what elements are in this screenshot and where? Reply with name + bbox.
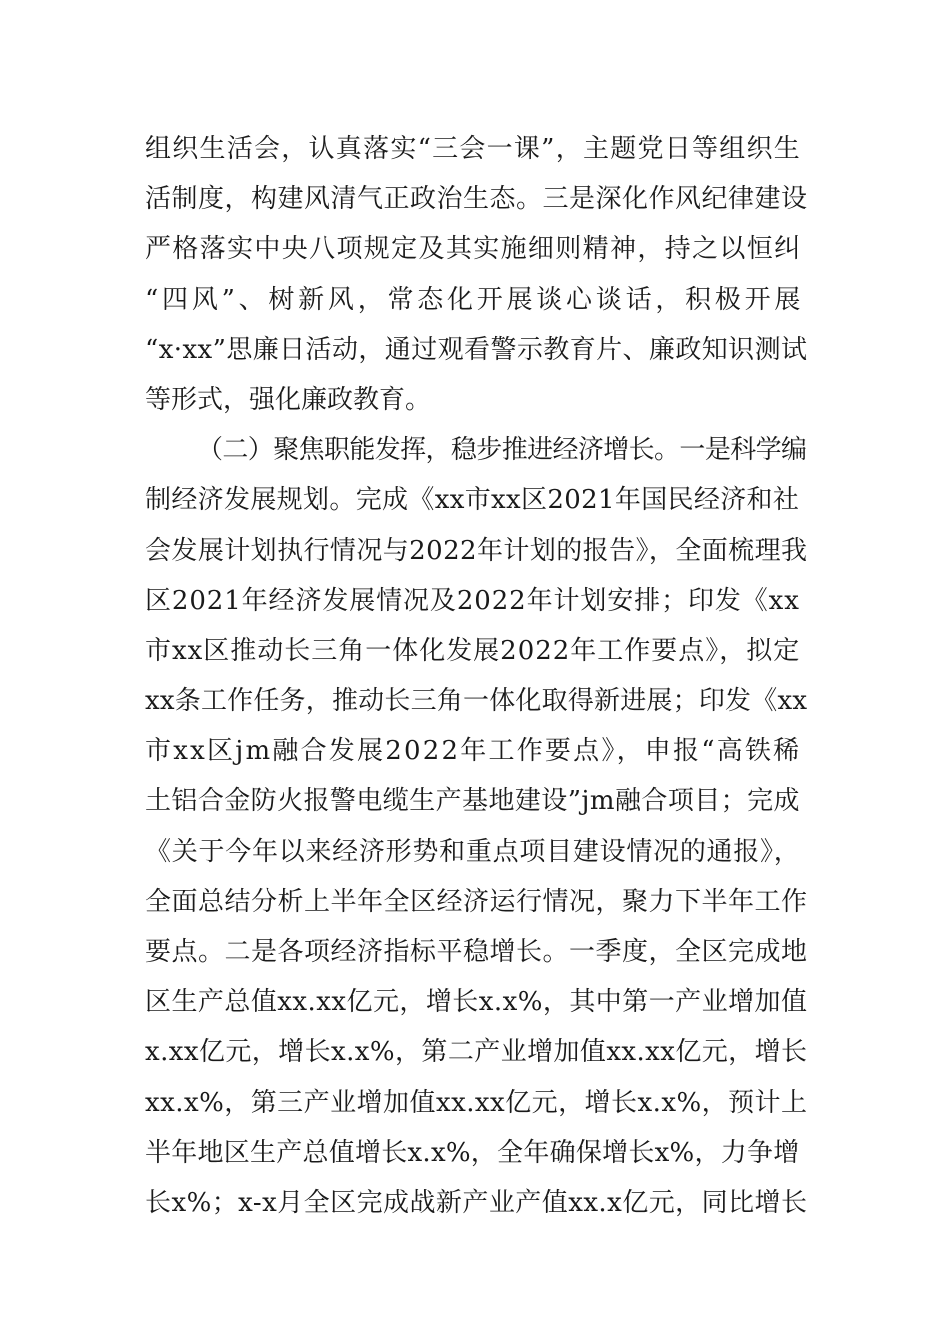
text-line-content: xx.x%，第三产业增加值xx.xx亿元，增长x.x%，预计上 [145, 1087, 808, 1118]
text-line-content: 长x%；x-x月全区完成战新产业产值xx.x亿元，同比增长 [145, 1187, 808, 1218]
text-line [145, 827, 807, 877]
text-line-content: “四风”、树新风，常态化开展谈心谈话，积极开展 [145, 284, 805, 315]
text-line [145, 676, 807, 726]
text-line [145, 977, 807, 1027]
text-line [145, 174, 807, 224]
text-line-content: 市xx区推动长三角一体化发展2022年工作要点》，拟定 [145, 635, 801, 666]
text-line-content: “x·xx”思廉日活动，通过观看警示教育片、廉政知识测试 [145, 334, 808, 365]
text-line-content: 会发展计划执行情况与2022年计划的报告》，全面梳理我 [145, 535, 808, 566]
text-line [145, 325, 807, 375]
text-line-content: 土铝合金防火报警电缆生产基地建设”jm融合项目；完成 [145, 786, 800, 817]
body-text [145, 124, 807, 1228]
text-line [145, 776, 807, 826]
text-line [145, 726, 807, 776]
text-line-content: 制经济发展规划。完成《xx市xx区2021年国民经济和社 [145, 485, 800, 516]
text-line-content: 要点。二是各项经济指标平稳增长。一季度，全区完成地 [145, 937, 808, 967]
text-line-content: 严格落实中央八项规定及其实施细则精神，持之以恒纠 [145, 234, 802, 265]
text-line-content: 等形式，强化廉政教育。 [145, 384, 432, 415]
text-line [145, 475, 807, 525]
text-line-content: 半年地区生产总值增长x.x%，全年确保增长x%，力争增 [145, 1137, 800, 1168]
text-line [145, 275, 807, 325]
text-line [145, 124, 807, 174]
text-line [145, 375, 807, 425]
text-line [145, 224, 807, 274]
text-line-content: xx条工作任务，推动长三角一体化取得新进展；印发《xx [145, 686, 808, 717]
text-line [145, 927, 807, 977]
text-line [145, 526, 807, 576]
text-line [145, 1027, 807, 1077]
text-line [145, 1178, 807, 1228]
text-line-content: 全面总结分析上半年全区经济运行情况，聚力下半年工作 [145, 886, 808, 917]
text-line-content: 区生产总值xx.xx亿元，增长x.x%，其中第一产业增加值 [145, 987, 808, 1018]
text-line-content: 组织生活会，认真落实“三会一课”，主题党日等组织生 [145, 134, 802, 164]
text-line [145, 576, 807, 626]
text-line-content: （二）聚焦职能发挥，稳步推进经济增长。一是科学编 [197, 435, 807, 466]
text-line-content: x.xx亿元，增长x.x%，第二产业增加值xx.xx亿元，增长 [145, 1037, 808, 1068]
text-line [145, 877, 807, 927]
text-line-content: 区2021年经济发展情况及2022年计划安排；印发《xx [145, 585, 800, 616]
text-line [145, 1078, 807, 1128]
text-line [145, 1128, 807, 1178]
text-line-content: 活制度，构建风清气正政治生态。三是深化作风纪律建设 [145, 184, 808, 215]
text-line-content: 市xx区jm融合发展2022年工作要点》，申报“高铁稀 [145, 736, 802, 767]
text-line [145, 626, 807, 676]
section-heading-line [145, 425, 807, 475]
text-line-content: 《关于今年以来经济形势和重点项目建设情况的通报》， [145, 836, 801, 867]
